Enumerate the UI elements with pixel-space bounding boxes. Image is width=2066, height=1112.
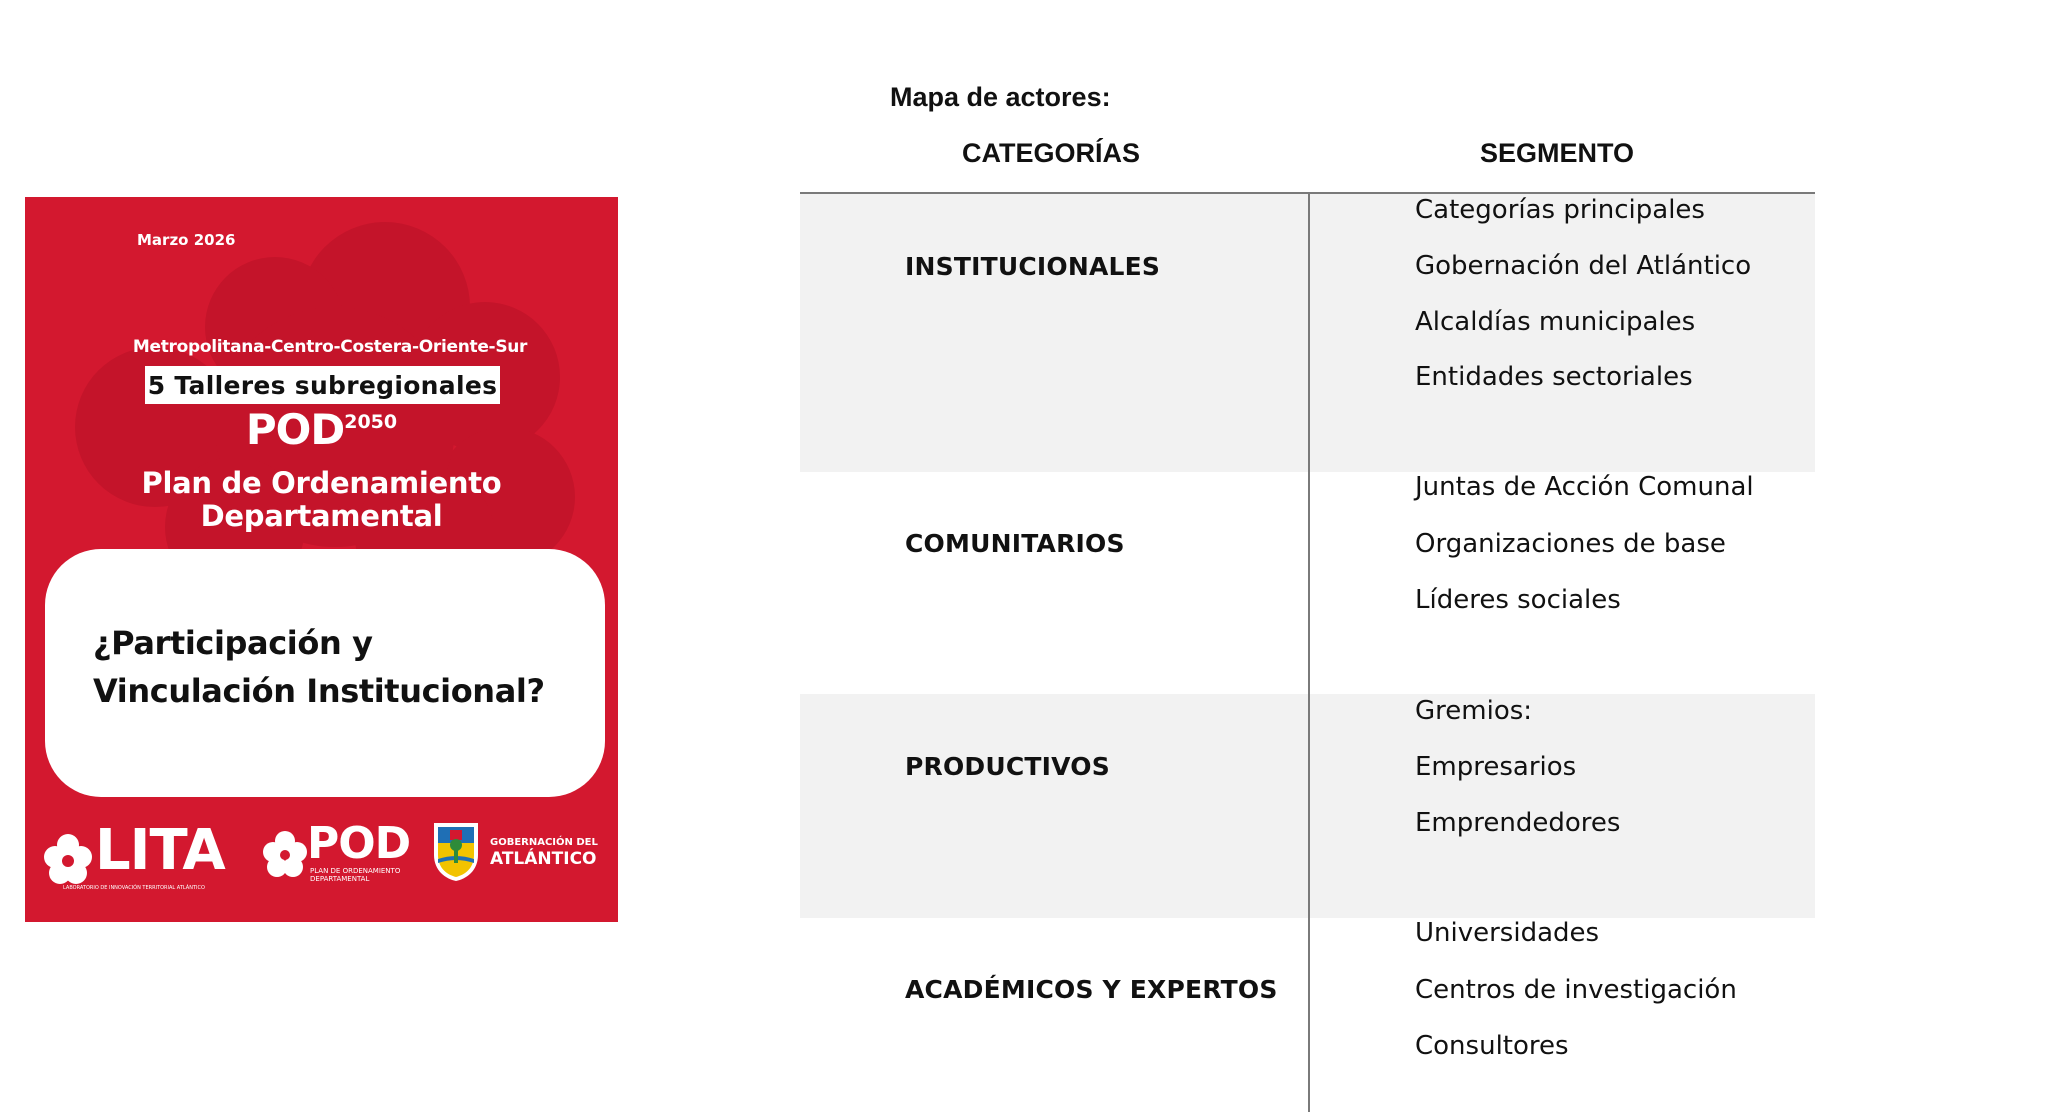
pod-logo bbox=[262, 818, 412, 895]
segment-item: Entidades sectoriales bbox=[1415, 362, 1693, 392]
lita-logo bbox=[43, 818, 243, 895]
pod-subtitle bbox=[310, 867, 420, 883]
lita-subtitle: LABORATORIO DE INNOVACIÓN TERRITORIAL ATLÁNTICO bbox=[63, 885, 205, 891]
segment-item: Gremios: bbox=[1415, 696, 1533, 726]
segment-item: Juntas de Acción Comunal bbox=[1415, 472, 1754, 502]
pod-subtitle-line2: DEPARTAMENTAL bbox=[310, 875, 370, 883]
plan-title bbox=[25, 467, 618, 533]
category-cell: ACADÉMICOS Y EXPERTOS bbox=[905, 975, 1278, 1004]
segment-item: Gobernación del Atlántico bbox=[1415, 251, 1752, 281]
segment-item: Universidades bbox=[1415, 918, 1600, 948]
poster-regions: Metropolitana-Centro-Costera-Oriente-Sur bbox=[132, 337, 528, 357]
category-cell: INSTITUCIONALES bbox=[905, 252, 1161, 281]
gobernacion-line1: GOBERNACIÓN DEL bbox=[490, 837, 598, 848]
plan-title-line2: Departamental bbox=[200, 499, 443, 533]
question-line2: Vinculación Institucional? bbox=[93, 672, 545, 710]
pod-title-year: 2050 bbox=[344, 411, 398, 433]
actors-table bbox=[800, 192, 1815, 1112]
segment-item: Emprendedores bbox=[1415, 808, 1621, 838]
workshop-poster bbox=[25, 197, 618, 922]
segment-item: Alcaldías municipales bbox=[1415, 307, 1696, 337]
category-cell: COMUNITARIOS bbox=[905, 529, 1125, 558]
partner-logos bbox=[25, 818, 618, 905]
segment-item: Empresarios bbox=[1415, 752, 1577, 782]
segment-item: Consultores bbox=[1415, 1031, 1569, 1061]
question-text bbox=[93, 619, 593, 715]
category-cell: PRODUCTIVOS bbox=[905, 752, 1110, 781]
coat-of-arms-icon bbox=[430, 819, 482, 883]
pod-flower-icon bbox=[262, 827, 308, 887]
header-categories: CATEGORÍAS bbox=[962, 138, 1141, 168]
pod-title bbox=[25, 405, 618, 454]
poster-date: Marzo 2026 bbox=[137, 231, 236, 249]
lita-flower-icon bbox=[43, 831, 93, 891]
segment-item: Categorías principales bbox=[1415, 195, 1705, 225]
header-segment: SEGMENTO bbox=[1480, 138, 1635, 168]
pod-title-main: POD bbox=[245, 405, 345, 454]
plan-title-line1: Plan de Ordenamiento bbox=[141, 466, 502, 500]
segment-item: Líderes sociales bbox=[1415, 585, 1621, 615]
talleres-banner bbox=[145, 366, 500, 404]
talleres-text: 5 Talleres subregionales bbox=[147, 370, 498, 400]
pod-subtitle-line1: PLAN DE ORDENAMIENTO bbox=[310, 867, 401, 875]
column-divider bbox=[1308, 192, 1310, 1112]
segment-item: Centros de investigación bbox=[1415, 975, 1737, 1005]
pod-wordmark: POD bbox=[307, 818, 411, 869]
gobernacion-line2: ATLÁNTICO bbox=[490, 849, 597, 869]
map-title: Mapa de actores: bbox=[890, 82, 1111, 112]
lita-wordmark: LITA bbox=[95, 818, 225, 883]
gobernacion-logo bbox=[430, 819, 610, 889]
question-line1: ¿Participación y bbox=[93, 624, 373, 662]
question-card bbox=[45, 549, 605, 797]
segment-item: Organizaciones de base bbox=[1415, 529, 1726, 559]
